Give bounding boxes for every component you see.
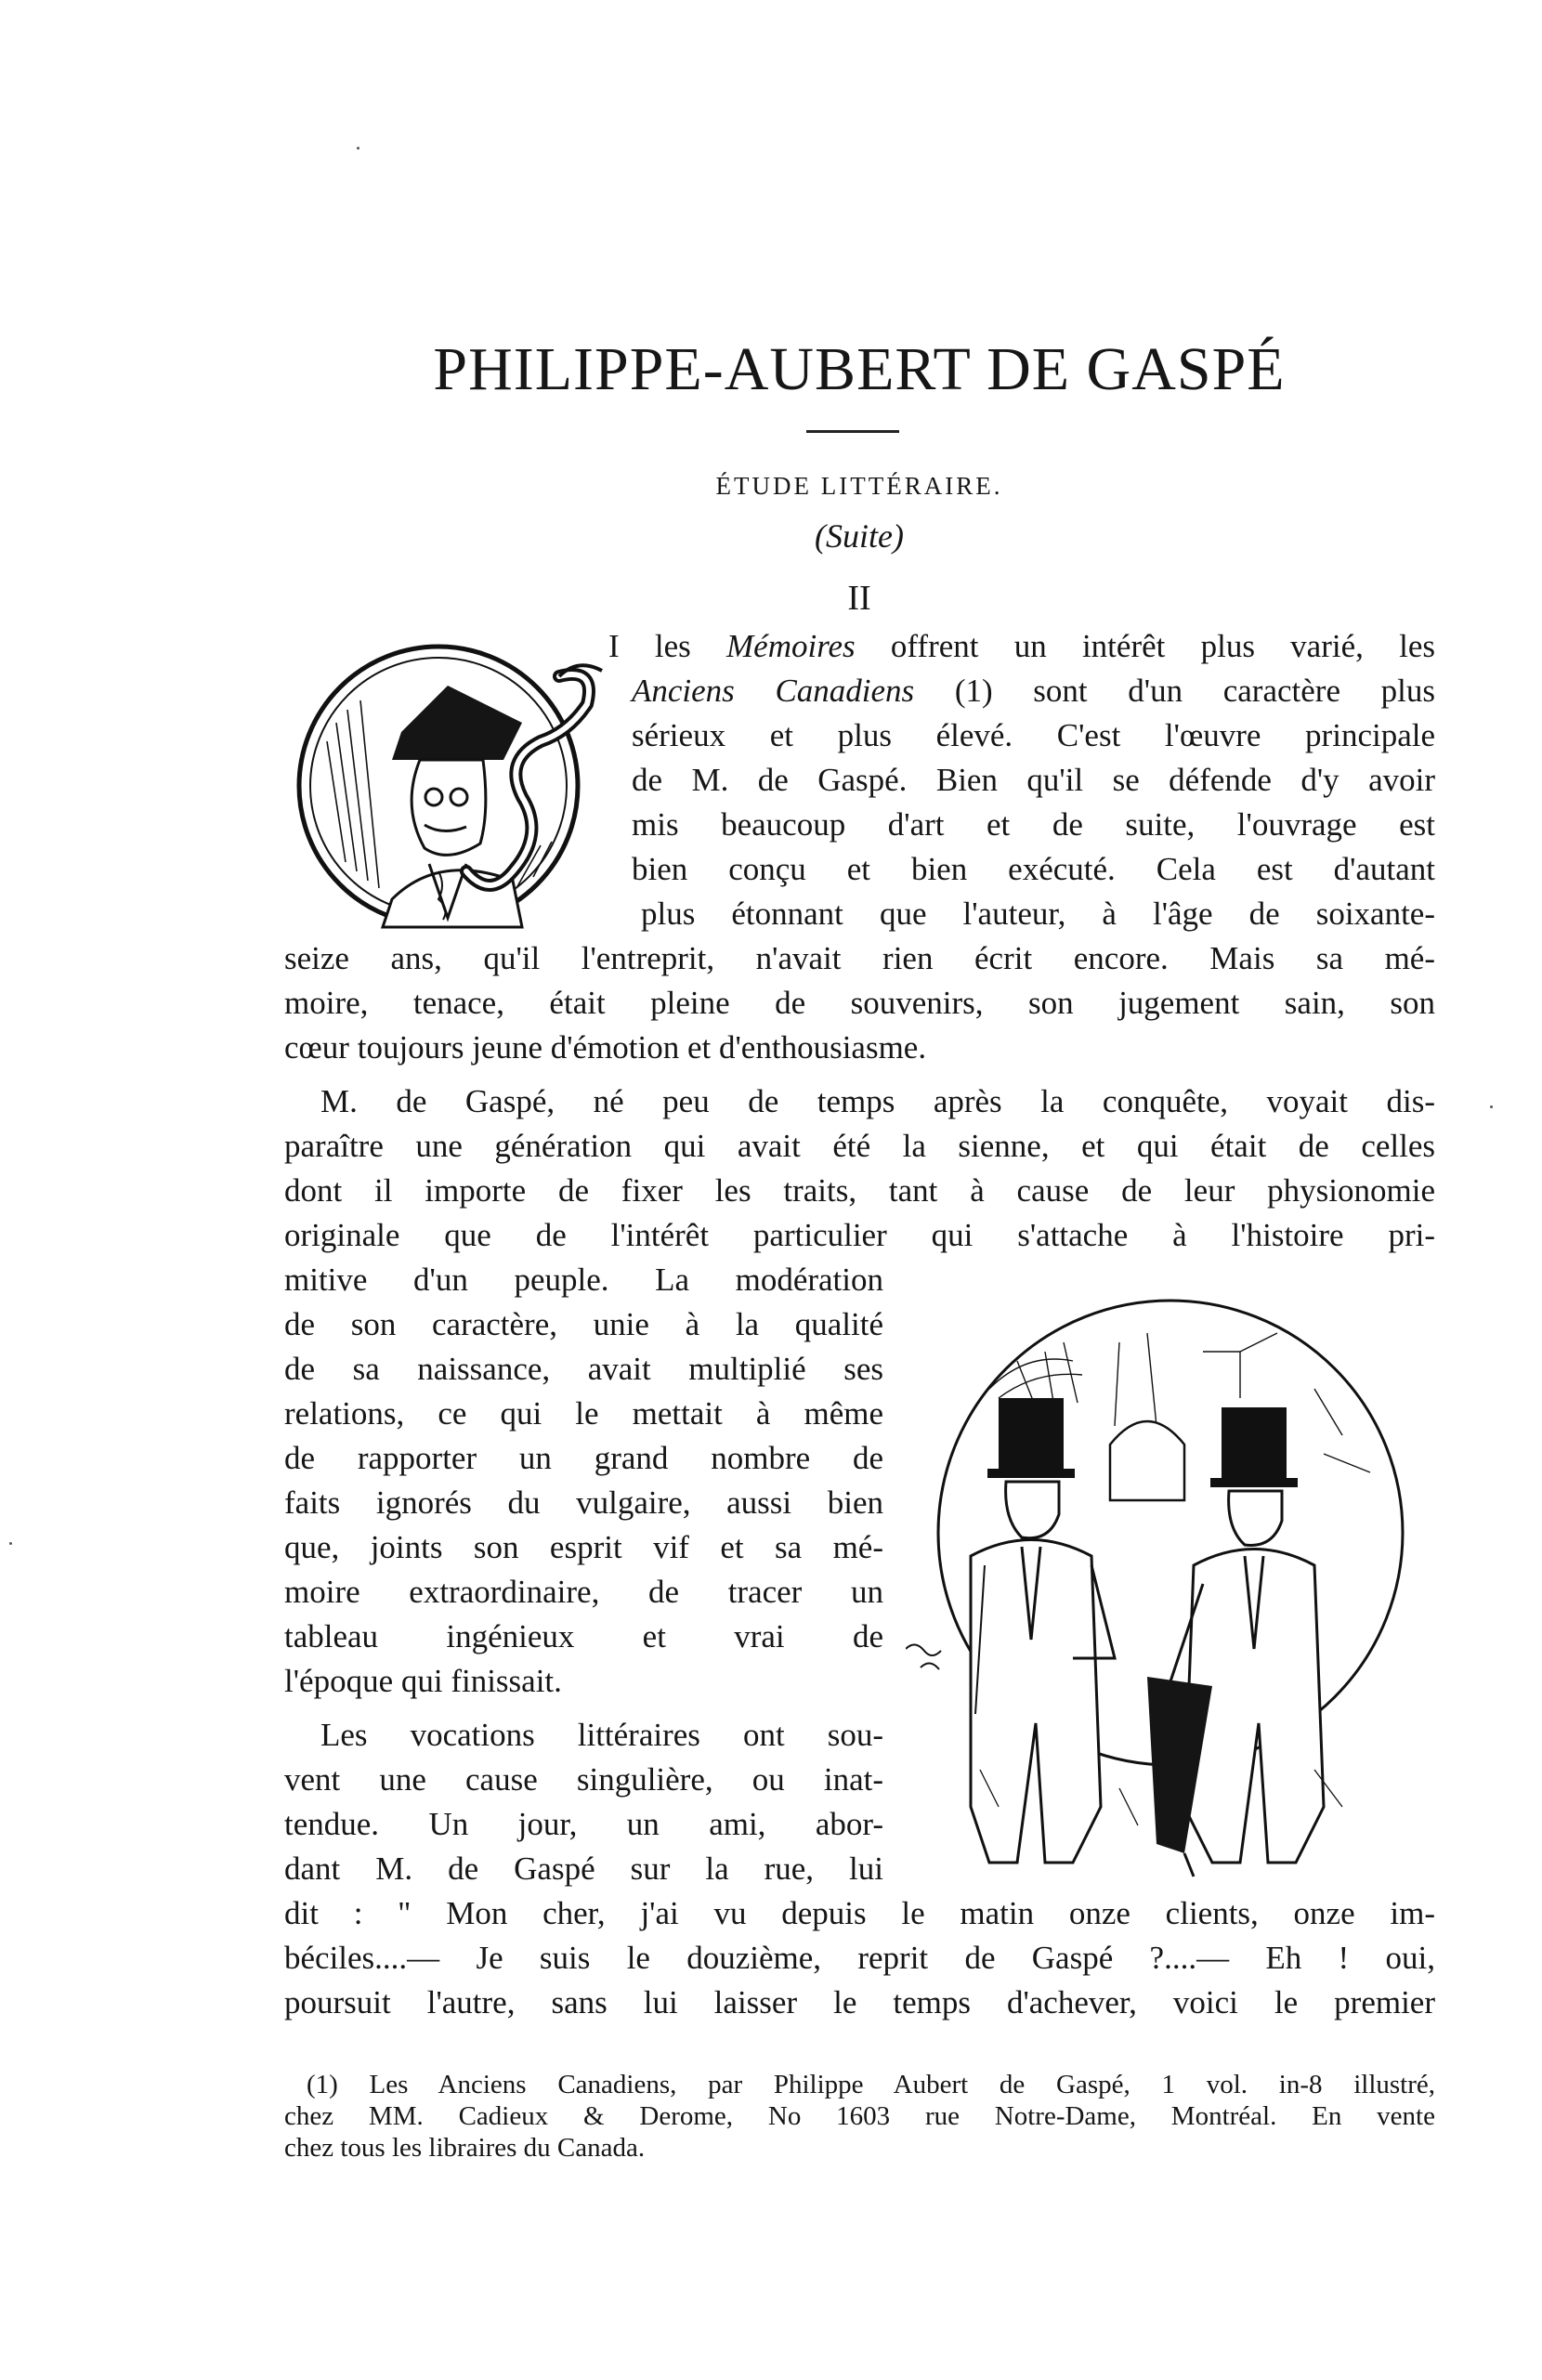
text-line: cœur toujours jeune d'émotion et d'enthousiasme. (284, 1029, 927, 1066)
text-line: dont il importe de fixer les traits, tant à cause de leur physionomie (284, 1172, 1435, 1209)
text-line: moire, tenace, était pleine de souvenirs, son jugement sain, son (284, 985, 1435, 1021)
text-line: de sa naissance, avait multiplié ses (284, 1351, 883, 1387)
text-line: vent une cause singulière, ou inat- (284, 1761, 883, 1798)
text-line: que, joints son esprit vif et sa mé- (284, 1529, 883, 1565)
footnote-line: (1) Les Anciens Canadiens, par Philippe Aubert de Gaspé, 1 vol. in-8 illustré, (307, 2070, 1435, 2099)
text-line: poursuit l'autre, sans lui laisser le temps d'achever, voici le premier (284, 1984, 1435, 2020)
text-line: béciles....— Je suis le douzième, reprit de Gaspé ?....— Eh ! oui, (284, 1940, 1435, 1976)
text-line: plus étonnant que l'auteur, à l'âge de soixante- (641, 896, 1435, 932)
text-line: moire extraordinaire, de tracer un (284, 1574, 883, 1610)
paper-speck (357, 147, 359, 150)
text-line: seize ans, qu'il l'entreprit, n'avait rien écrit encore. Mais sa mé- (284, 940, 1435, 976)
text-line: dant M. de Gaspé sur la rue, lui (284, 1850, 883, 1887)
text-line: relations, ce qui le mettait à même (284, 1395, 883, 1432)
text-line: originale que de l'intérêt particulier qui s'attache à l'histoire pri- (284, 1217, 1435, 1253)
text-line: mitive d'un peuple. La modération (284, 1262, 883, 1298)
street-scene-vignette (906, 1287, 1426, 1881)
footnote-line: chez MM. Cadieux & Derome, No 1603 rue Notre-Dame, Montréal. En vente (284, 2101, 1435, 2131)
text-line: l'époque qui finissait. (284, 1663, 562, 1699)
paper-speck (1490, 1105, 1493, 1108)
text-line: paraître une génération qui avait été la sienne, et qui était de celles (284, 1128, 1435, 1164)
text-line: dit : " Mon cher, j'ai vu depuis le matin onze clients, onze im- (284, 1895, 1435, 1931)
section-number: II (847, 579, 871, 618)
text-line: Les vocations littéraires ont sou- (320, 1717, 883, 1753)
page-subtitle: ÉTUDE LITTÉRAIRE. (715, 472, 1003, 500)
portrait-vignette (290, 621, 624, 955)
page-title: PHILIPPE-AUBERT DE GASPÉ (433, 335, 1286, 403)
text-line: bien conçu et bien exécuté. Cela est d'autant (632, 851, 1435, 887)
text-line: I les Mémoires offrent un intérêt plus varié, les (608, 628, 1435, 664)
text-line: Anciens Canadiens (1) sont d'un caractère plus (632, 673, 1435, 709)
text-line: tableau ingénieux et vrai de (284, 1618, 883, 1654)
text-line: faits ignorés du vulgaire, aussi bien (284, 1484, 883, 1521)
footnote-line: chez tous les libraires du Canada. (284, 2133, 646, 2163)
text-line: sérieux et plus élevé. C'est l'œuvre principale (632, 717, 1435, 753)
text-line: de rapporter un grand nombre de (284, 1440, 883, 1476)
continuation-text: (Suite) (815, 517, 904, 555)
paper-speck (9, 1542, 12, 1545)
text-line: de M. de Gaspé. Bien qu'il se défende d'y avoir (632, 762, 1435, 798)
title-rule (806, 430, 899, 433)
text-line: mis beaucoup d'art et de suite, l'ouvrage est (632, 806, 1435, 843)
text-line: tendue. Un jour, un ami, abor- (284, 1806, 883, 1842)
text-line: de son caractère, unie à la qualité (284, 1306, 883, 1342)
text-line: M. de Gaspé, né peu de temps après la conquête, voyait dis- (320, 1083, 1435, 1119)
continuation-note (279, 517, 1440, 556)
